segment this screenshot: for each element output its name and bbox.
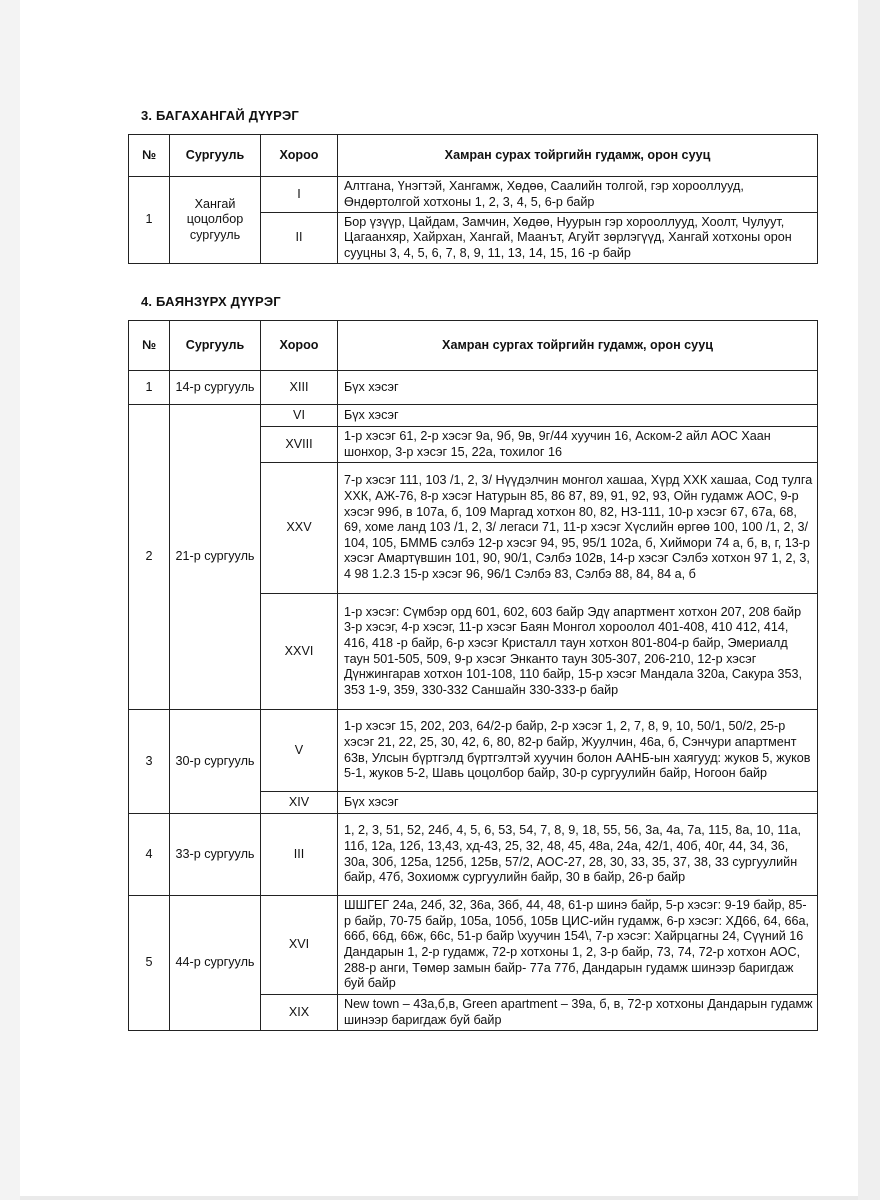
document-page [20,0,858,1196]
area-text: Бор үзүүр, Цайдам, Замчин, Хөдөө, Нуурын гэр хорооллууд, Хоолт, Чулуут, Цагаанхяр, Хайрхан, Хангай, Маанът, Агуйт зөрлэгүүд, Хангай хотхоны орон сууцны 3, 4, 5, 6, 7, 8, 9, 11, 13, 14, 15, 16 -р байр [338,213,818,264]
school-name: 33-р сургууль [170,814,261,896]
col-header-area: Хамран сургах тойргийн гудамж, орон сууц [338,321,818,371]
section-4-table [128,320,818,1031]
area-text: 1-р хэсэг 61, 2-р хэсэг 9а, 9б, 9в, 9г/44 хуучин 16, Аском-2 айл АОС Хаан шонхор, 3-р хэсэг 15, 22а, тохилог 16 [338,427,818,463]
khoroo: I [261,177,338,213]
school-no: 5 [129,896,170,1031]
school-name: 14-р сургууль [170,371,261,405]
area-text: Бүх хэсэг [338,792,818,814]
col-header-khoroo: Хороо [261,321,338,371]
table-row [129,710,818,792]
area-text: 1-р хэсэг 15, 202, 203, 64/2-р байр, 2-р хэсэг 1, 2, 7, 8, 9, 10, 50/1, 50/2, 25-р хэсэг 21, 22, 25, 30, 42, 6, 80, 82-р байр, Жуулчин, 46а, б, Сэнчури апартмент 63в, Улсын бүртгэлд бүртгэлтэй хуучин болон ААНБ-ын хаягууд: жуков 5, жуков 5-1, жуков 5-2, Шавь цоцолбор байр, 30-р сургуулийн байр, Ногоон байр [338,710,818,792]
school-name: 30-р сургууль [170,710,261,814]
khoroo: II [261,213,338,264]
khoroo: XIII [261,371,338,405]
section-4-title: 4. БАЯНЗҮРХ ДҮҮРЭГ [141,294,281,309]
table-row [129,405,818,427]
school-no: 1 [129,177,170,264]
area-text: Бүх хэсэг [338,405,818,427]
area-text: 7-р хэсэг 111, 103 /1, 2, 3/ Нүүдэлчин монгол хашаа, Хүрд ХХК хашаа, Сод тулга ХХК, АЖ-76, 8-р хэсэг Натурын 85, 86 87, 89, 91, 92, 93, Ойн гудамж АОС, 9-р хэсэг 99б, в 107а, б, 109 Маргад хотхон 80, 82, НЗ-111, 10-р хэсэг 67, 67а, 68, 69, хоме ланд 103 /1, 2, 3/ легаси 71, 11-р хэсэг Хүслийн өргөө 100, 100 /1, 2, 3/ 104, 105, БММБ сэлбэ 12-р хэсэг 94, 95, 95/1 102а, б, Хиймори 74 а, б, в, г, 13-р хэсэг Амартүвшин 101, 90, 90/1, Сэлбэ 102в, 14-р хэсэг Сэлбэ хотхон 97 1, 2, 3, 4 98 1.2.3 15-р хэсэг 96, 96/1 Сэлбэ 83, Сэлбэ 88, 84, 84 а, б [338,463,818,594]
col-header-no: № [129,321,170,371]
khoroo: XIV [261,792,338,814]
school-no: 3 [129,710,170,814]
section-3-table [128,134,818,264]
col-header-no: № [129,135,170,177]
area-text: ШШГЕГ 24а, 24б, 32, 36а, 36б, 44, 48, 61-р шинэ байр, 5-р хэсэг: 9-19 байр, 85-р байр, 70-75 байр, 105а, 105б, 105в ЦИС-ийн гудамж, 6-р хэсэг: ХД66, 64, 66а, 66б, 66д, 66ж, 66с, 51-р байр \хуучин 154\, 7-р хэсэг: Хайрцагны 24, Сүүний 16 Дандарын 1, 2-р гудамж, 72-р хотхоны 1, 2, 3-р байр, 73, 74, 72-р хотхон АОС, 288-р анги, Төмөр замын байр- 77а 77б, Дандарын гудамж шинээр баригдаж буй байр [338,896,818,995]
table-row [129,814,818,896]
table-header-row [129,321,818,371]
khoroo: XXV [261,463,338,594]
section-3-title: 3. БАГАХАНГАЙ ДҮҮРЭГ [141,108,299,123]
area-text: Алтгана, Үнэгтэй, Хангамж, Хөдөө, Саалийн толгой, гэр хорооллууд, Өндөртолгой хотхоны 1, 2, 3, 4, 5, 6-р байр [338,177,818,213]
table-row [129,371,818,405]
khoroo: XVI [261,896,338,995]
khoroo: XVIII [261,427,338,463]
khoroo: V [261,710,338,792]
school-no: 1 [129,371,170,405]
col-header-school: Сургууль [170,321,261,371]
col-header-area: Хамран сурах тойргийн гудамж, орон сууц [338,135,818,177]
khoroo: XIX [261,995,338,1031]
school-no: 4 [129,814,170,896]
khoroo: VI [261,405,338,427]
area-text: 1-р хэсэг: Сүмбэр орд 601, 602, 603 байр Эдү апартмент хотхон 207, 208 байр 3-р хэсэг, 4-р хэсэг, 11-р хэсэг Баян Монгол хороолол 401-408, 410 412, 414, 416, 418 -р байр, 6-р хэсэг Кристалл таун хотхон 801-804-р байр, Эмериалд таун 501-505, 509, 9-р хэсэг Энканто таун 305-307, 206-210, 12-р хэсэг Дүнжингарав хотхон 101-108, 110 байр, 15-р хэсэг Мандала 320а, Сакура 353, 353 1-9, 359, 330-332 Саншайн 330-333-р байр [338,594,818,710]
col-header-school: Сургууль [170,135,261,177]
khoroo: III [261,814,338,896]
col-header-khoroo: Хороо [261,135,338,177]
school-no: 2 [129,405,170,710]
area-text: Бүх хэсэг [338,371,818,405]
table-row [129,177,818,213]
left-margin [0,0,20,1200]
area-text: 1, 2, 3, 51, 52, 24б, 4, 5, 6, 53, 54, 7, 8, 9, 18, 55, 56, 3а, 4а, 7а, 115, 8а, 10, 11а, 11б, 12а, 12б, 13,43, хд-43, 25, 32, 48, 45, 48а, 24а, 42/1, 40б, 40г, 44, 34, 36, 30а, 30б, 125а, 125б, 125в, 57/2, АОС-27, 28, 30, 33, 35, 37, 38, 33 сургуулийн байр, 47б, Зохиомж сургуулийн байр, 30 в байр, 26-р байр [338,814,818,896]
area-text: New town – 43а,б,в, Green apartment – 39а, б, в, 72-р хотхоны Дандарын гудамж шинээр баригдаж буй байр [338,995,818,1031]
right-margin [858,0,880,1200]
table-row [129,896,818,995]
table-header-row [129,135,818,177]
school-name: 44-р сургууль [170,896,261,1031]
school-name: 21-р сургууль [170,405,261,710]
khoroo: XXVI [261,594,338,710]
school-name: Хангай цоцолбор сургууль [170,177,261,264]
